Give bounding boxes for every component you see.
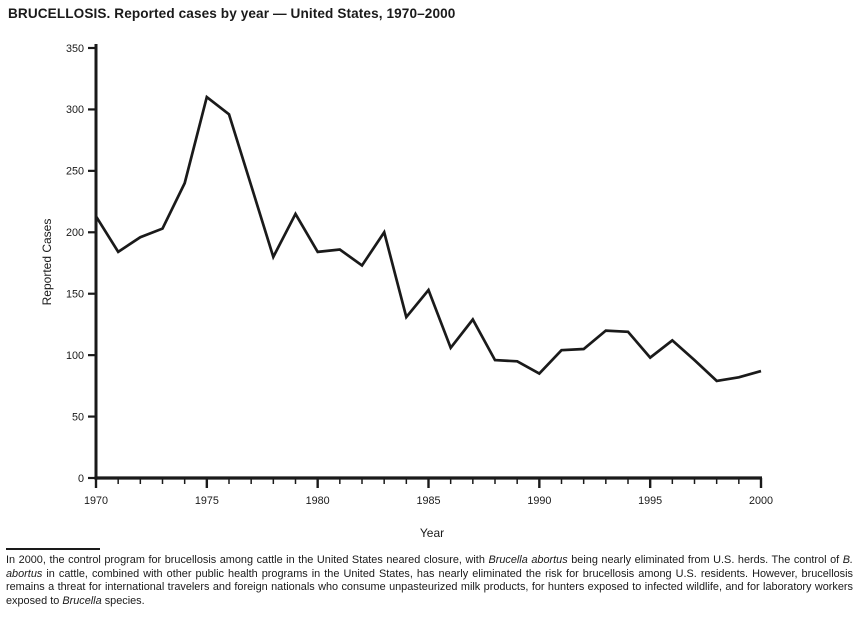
footnote-segment: being nearly eliminated from U.S. herds. The control of: [567, 554, 843, 566]
series: [96, 97, 761, 381]
y-tick-label: 100: [65, 349, 84, 362]
footnote-rule: [6, 548, 100, 550]
y-axis-title: Reported Cases: [40, 218, 54, 306]
footnote-segment: In 2000, the control program for brucellosis among cattle in the United States neared closure, with: [6, 554, 489, 566]
footnote-text: [6, 554, 853, 608]
footnote-segment: in cattle, combined with other public health programs in the United States, has nearly eliminated the risk for brucellosis among U.S. residents. However, brucellosis remains a threat for international travelers and foreign nationals who consume unpasteurized milk products, for hunters exposed to infected wildlife, and for laboratory workers exposed to: [6, 567, 853, 607]
y-tick-label: 150: [65, 288, 84, 301]
footnote-segment: species.: [101, 594, 145, 607]
y-tick-label: 250: [65, 165, 84, 178]
x-tick-label: 1970: [83, 495, 109, 507]
y-tick-label: 50: [71, 411, 84, 424]
y-tick-label: 300: [65, 104, 84, 117]
y-tick-label: 0: [77, 472, 84, 485]
chart-title: BRUCELLOSIS. Reported cases by year — United States, 1970–2000: [8, 6, 456, 21]
x-tick-label: 1980: [305, 495, 330, 507]
axes: [66, 43, 773, 507]
x-tick-label: 1990: [527, 495, 552, 507]
footnote-italic-term: Brucella abortus: [488, 554, 568, 566]
x-axis-title: Year: [419, 526, 445, 540]
x-tick-label: 1975: [194, 495, 219, 507]
y-tick-label: 200: [65, 227, 84, 240]
reported-cases-line: [96, 97, 761, 381]
y-tick-label: 350: [65, 42, 84, 55]
x-tick-label: 2000: [748, 495, 774, 507]
footnote-italic-term: Brucella: [62, 594, 102, 607]
x-tick-label: 1995: [638, 495, 663, 507]
x-tick-label: 1985: [416, 495, 441, 507]
footnote-italic-term: B. abortus: [6, 554, 854, 580]
footnote: [6, 548, 853, 608]
